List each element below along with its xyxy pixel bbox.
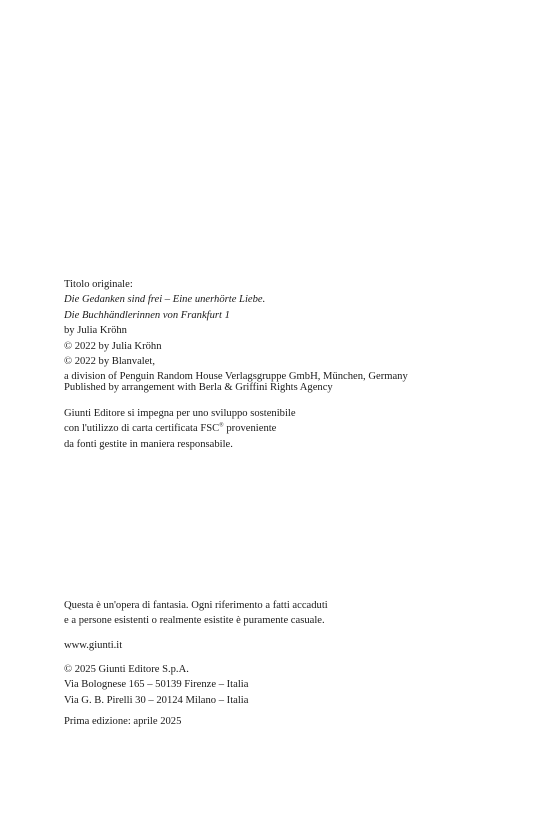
copyright-publisher: © 2022 by Blanvalet, <box>64 356 156 368</box>
sustainability-line-3: da fonti gestite in maniera responsabile. <box>64 438 233 450</box>
publisher-info-block <box>64 662 504 708</box>
sustainability-line-1: Giunti Editore si impegna per uno sviluppo sostenibile <box>64 408 296 419</box>
sustainability-block <box>64 406 504 452</box>
website-url: www.giunti.it <box>64 640 123 651</box>
arrangement-block <box>64 380 504 395</box>
disclaimer-block <box>64 598 504 629</box>
sustainability-line-2-text: con l'utilizzo di carta certificata FSC <box>64 423 220 435</box>
original-title-label: Titolo originale: <box>64 279 133 290</box>
edition-block <box>64 714 504 729</box>
sustainability-line-2-end: proveniente <box>223 423 277 435</box>
publisher-address-2: Via G. B. Pirelli 30 – 20124 Milano – Italia <box>64 694 249 706</box>
publisher-copyright: © 2025 Giunti Editore S.p.A. <box>64 664 189 675</box>
registered-mark: ® <box>219 422 224 429</box>
disclaimer-line-2: e a persone esistenti o realmente esistite è puramente casuale. <box>64 615 325 627</box>
disclaimer-line-1: Questa è un'opera di fantasia. Ogni riferimento a fatti accaduti <box>64 600 328 611</box>
original-author: by Julia Kröhn <box>64 325 127 337</box>
website-block <box>64 638 504 653</box>
original-title-block <box>64 277 504 385</box>
copyright-author: © 2022 by Julia Kröhn <box>64 340 162 352</box>
original-title-line-2: Die Buchhändlerinnen von Frankfurt 1 <box>64 309 230 321</box>
arrangement-text: Published by arrangement with Berla & Griffini Rights Agency <box>64 382 333 393</box>
edition-text: Prima edizione: aprile 2025 <box>64 716 182 727</box>
publisher-division: a division of Penguin Random House Verlagsgruppe GmbH, München, Germany <box>64 371 408 383</box>
sustainability-line-2 <box>64 421 504 436</box>
original-title-line-1: Die Gedanken sind frei – Eine unerhörte Liebe. <box>64 294 266 306</box>
publisher-address-1: Via Bolognese 165 – 50139 Firenze – Italia <box>64 679 249 691</box>
